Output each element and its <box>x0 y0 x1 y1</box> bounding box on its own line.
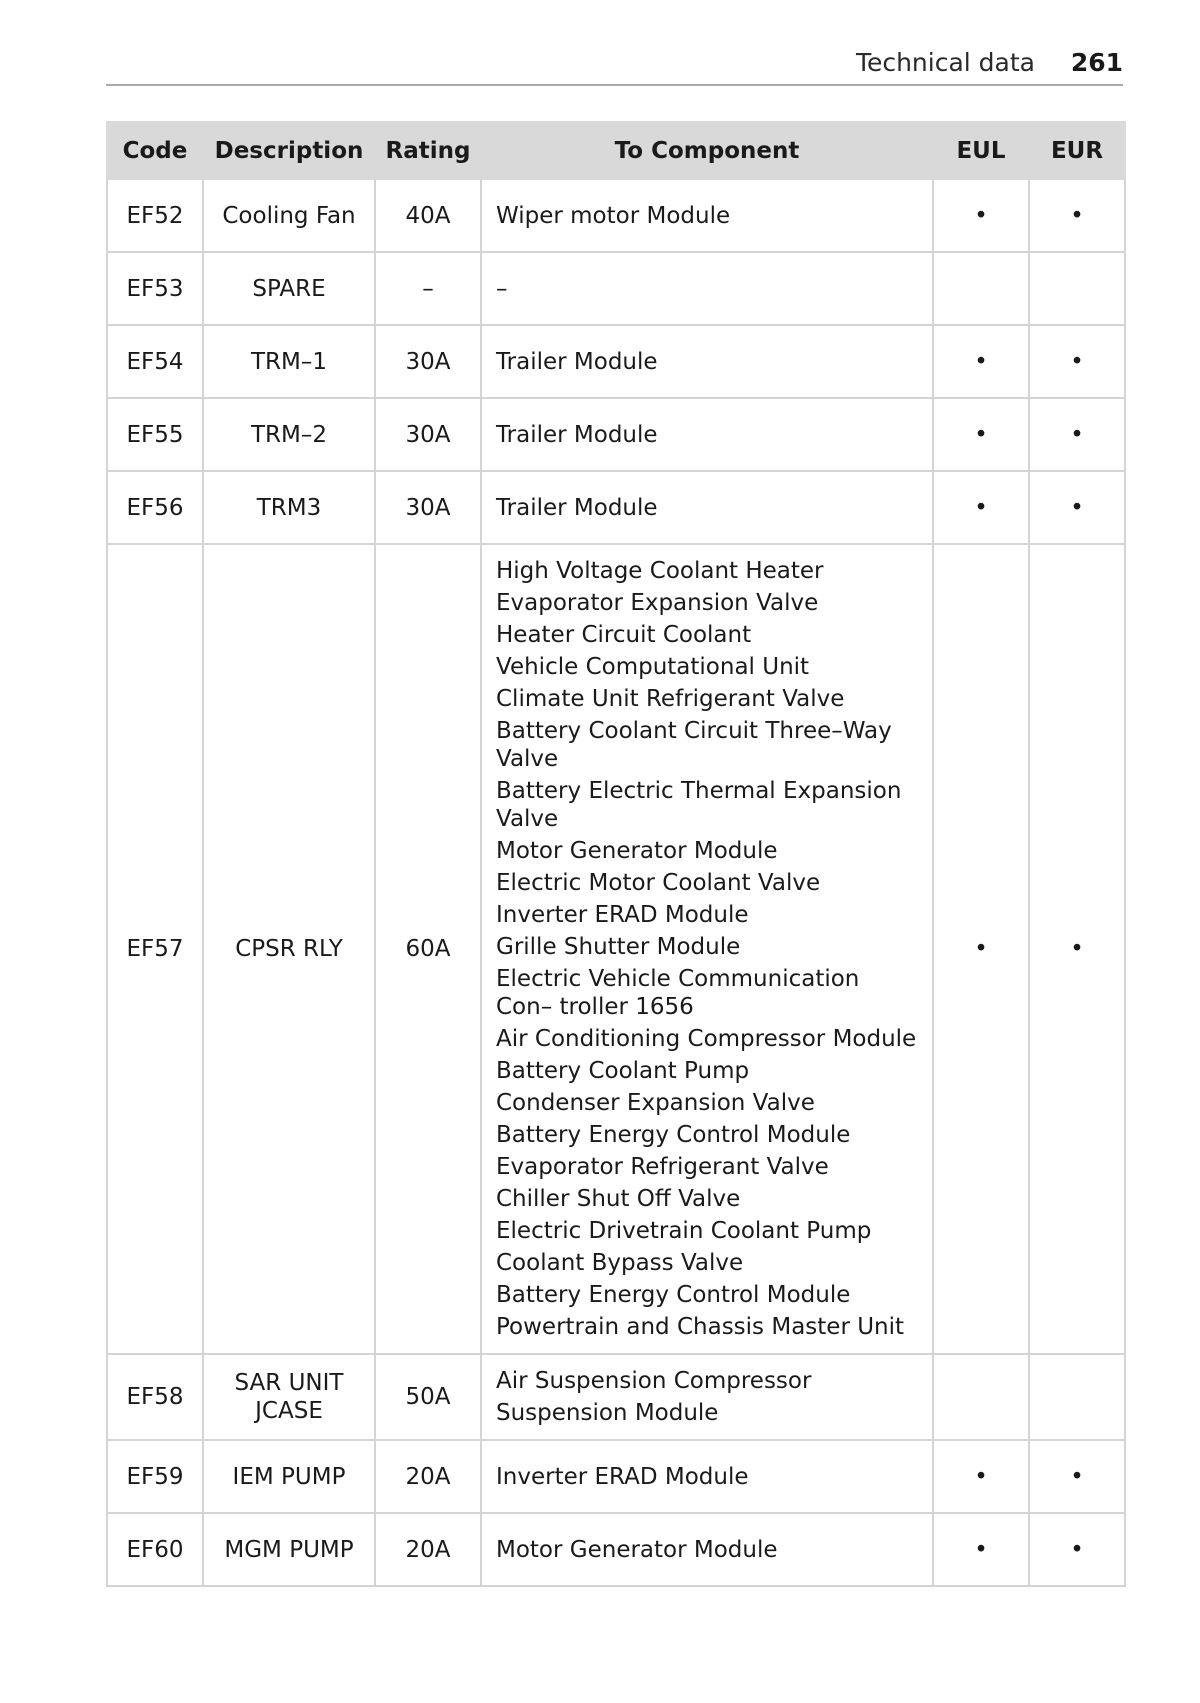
component-item: Heater Circuit Coolant <box>496 622 752 648</box>
fuse-table <box>106 121 1126 1587</box>
component-item: Climate Unit Refrigerant Valve <box>496 686 845 712</box>
eul-cell: • <box>933 179 1029 252</box>
eul-cell <box>933 1354 1029 1440</box>
eul-cell: • <box>933 544 1029 1354</box>
eur-cell: • <box>1029 398 1125 471</box>
column-header-component: To Component <box>481 122 933 179</box>
column-header-description: Description <box>203 122 375 179</box>
eur-cell: • <box>1029 325 1125 398</box>
component-item: Battery Energy Control Module <box>496 1122 851 1148</box>
component-item: Battery Electric Thermal Expansion Valve <box>496 778 902 832</box>
description-cell: SPARE <box>203 252 375 325</box>
code-cell: EF58 <box>107 1354 203 1440</box>
table-row <box>107 1354 1125 1440</box>
description-cell: CPSR RLY <box>203 544 375 1354</box>
table-row <box>107 252 1125 325</box>
component-item: Air Conditioning Compressor Module <box>496 1026 917 1052</box>
column-header-code: Code <box>107 122 203 179</box>
description-cell: TRM–2 <box>203 398 375 471</box>
code-cell: EF57 <box>107 544 203 1354</box>
description-cell: MGM PUMP <box>203 1513 375 1586</box>
component-item: Motor Generator Module <box>496 1536 778 1563</box>
eul-cell: • <box>933 325 1029 398</box>
component-cell <box>481 179 933 252</box>
eur-cell: • <box>1029 1513 1125 1586</box>
component-item: Battery Coolant Circuit Three–Way Valve <box>496 718 892 772</box>
component-item: Motor Generator Module <box>496 838 778 864</box>
component-item: Trailer Module <box>496 421 658 448</box>
column-header-rating: Rating <box>375 122 481 179</box>
component-item: Suspension Module <box>496 1400 719 1426</box>
component-cell <box>481 325 933 398</box>
rating-cell: 60A <box>375 544 481 1354</box>
page-number: 261 <box>1070 48 1123 77</box>
code-cell: EF60 <box>107 1513 203 1586</box>
component-item: Trailer Module <box>496 348 658 375</box>
component-item: Inverter ERAD Module <box>496 1463 749 1490</box>
section-title: Technical data <box>855 48 1035 77</box>
eur-cell: • <box>1029 1440 1125 1513</box>
component-cell <box>481 1440 933 1513</box>
table-row <box>107 179 1125 252</box>
description-cell: IEM PUMP <box>203 1440 375 1513</box>
component-cell <box>481 1354 933 1440</box>
component-cell <box>481 471 933 544</box>
component-item: Wiper motor Module <box>496 202 731 229</box>
component-item: Battery Energy Control Module <box>496 1282 851 1308</box>
description-cell: Cooling Fan <box>203 179 375 252</box>
code-cell: EF52 <box>107 179 203 252</box>
rating-cell: 20A <box>375 1440 481 1513</box>
component-item: Battery Coolant Pump <box>496 1058 750 1084</box>
component-item: Coolant Bypass Valve <box>496 1250 744 1276</box>
code-cell: EF54 <box>107 325 203 398</box>
table-row <box>107 544 1125 1354</box>
component-item: Inverter ERAD Module <box>496 902 749 928</box>
column-header-eul: EUL <box>933 122 1029 179</box>
rating-cell: – <box>375 252 481 325</box>
page-header <box>106 44 1123 86</box>
eur-cell: • <box>1029 179 1125 252</box>
rating-cell: 30A <box>375 398 481 471</box>
component-item: Evaporator Refrigerant Valve <box>496 1154 829 1180</box>
component-cell <box>481 398 933 471</box>
component-item: Electric Vehicle Communication Con– troller 1656 <box>496 966 860 1020</box>
column-header-eur: EUR <box>1029 122 1125 179</box>
component-item: – <box>496 275 508 302</box>
rating-cell: 30A <box>375 325 481 398</box>
code-cell: EF53 <box>107 252 203 325</box>
table-header-row <box>107 122 1125 179</box>
description-cell: SAR UNIT JCASE <box>203 1354 375 1440</box>
eur-cell: • <box>1029 544 1125 1354</box>
table-row <box>107 1513 1125 1586</box>
fuse-table-body <box>107 179 1125 1586</box>
code-cell: EF55 <box>107 398 203 471</box>
component-item: Trailer Module <box>496 494 658 521</box>
table-row <box>107 1440 1125 1513</box>
eur-cell <box>1029 252 1125 325</box>
component-item: Vehicle Computational Unit <box>496 654 810 680</box>
table-row <box>107 398 1125 471</box>
description-cell: TRM3 <box>203 471 375 544</box>
component-item: High Voltage Coolant Heater <box>496 558 824 584</box>
component-cell <box>481 252 933 325</box>
eul-cell: • <box>933 398 1029 471</box>
table-row <box>107 325 1125 398</box>
component-item: Grille Shutter Module <box>496 934 741 960</box>
eul-cell: • <box>933 1513 1029 1586</box>
component-cell <box>481 1513 933 1586</box>
component-item: Air Suspension Compressor <box>496 1368 812 1394</box>
rating-cell: 30A <box>375 471 481 544</box>
eur-cell: • <box>1029 471 1125 544</box>
description-cell: TRM–1 <box>203 325 375 398</box>
component-cell <box>481 544 933 1354</box>
component-item: Electric Drivetrain Coolant Pump <box>496 1218 872 1244</box>
eul-cell: • <box>933 1440 1029 1513</box>
eur-cell <box>1029 1354 1125 1440</box>
code-cell: EF59 <box>107 1440 203 1513</box>
component-item: Condenser Expansion Valve <box>496 1090 815 1116</box>
table-row <box>107 471 1125 544</box>
rating-cell: 50A <box>375 1354 481 1440</box>
eul-cell <box>933 252 1029 325</box>
eul-cell: • <box>933 471 1029 544</box>
code-cell: EF56 <box>107 471 203 544</box>
component-item: Powertrain and Chassis Master Unit <box>496 1314 905 1340</box>
component-item: Electric Motor Coolant Valve <box>496 870 821 896</box>
rating-cell: 20A <box>375 1513 481 1586</box>
rating-cell: 40A <box>375 179 481 252</box>
component-item: Evaporator Expansion Valve <box>496 590 819 616</box>
component-item: Chiller Shut Off Valve <box>496 1186 741 1212</box>
